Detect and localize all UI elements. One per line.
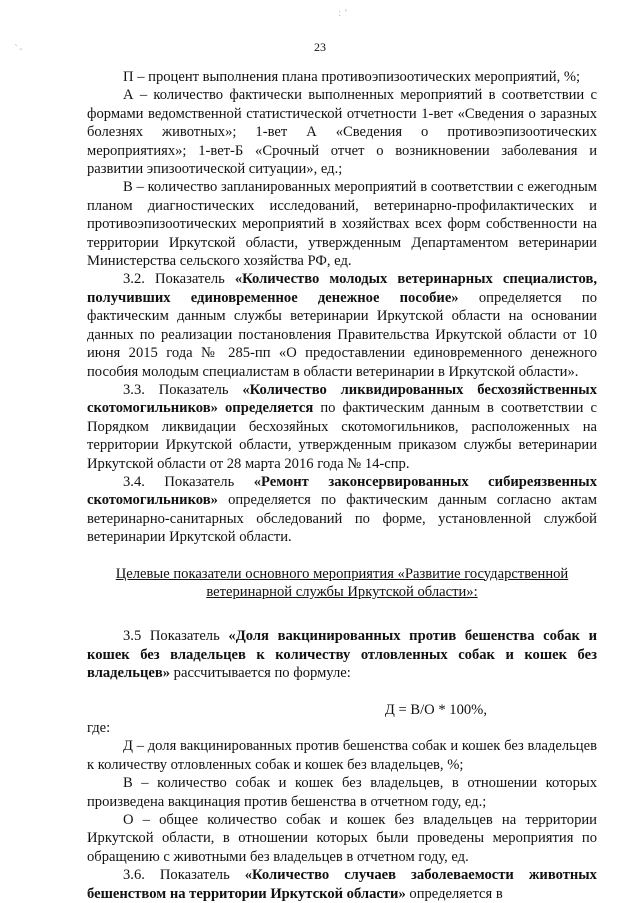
indicator-description: по фактическим данным в соответствии с Порядком ликвидации бесхозяйных скотомогильников, расположенных на территории Иркутской области, утвержденным приказом службы ветеринарии Иркутской области от 28 марта 2016 года № 14-спр. — [87, 400, 597, 472]
indicator-number: 3.6. Показатель — [123, 867, 245, 884]
paragraph-3-6 — [87, 866, 597, 903]
indicator-description: определяется по фактическим данным службы ветеринарии Иркутской области на основании данных по реализации постановления Правительства Иркутской области от 10 июня 2015 года № 285-пп «О предоставлении единовременного денежного пособия молодым специалистам в области ветеринарии в Иркутской области». — [87, 289, 597, 380]
paragraph-3-3 — [87, 381, 597, 473]
indicator-title: «Количество молодых ветеринарных специалистов, получивших единовременное денежное пособие» — [87, 271, 597, 306]
paragraph-b-definition: В – количество собак и кошек без владельцев, в отношении которых произведена вакцинация против бешенства в отчетном году, ед.; — [87, 775, 597, 810]
spacer — [87, 601, 597, 627]
indicator-number: 3.3. Показатель — [123, 381, 243, 398]
section-heading-line-2: ветеринарной службы Иркутской области»: — [206, 583, 478, 600]
paragraph-o-definition: О – общее количество собак и кошек без владельцев на территории Иркутской области, в отношении которых были проведены мероприятия по обращению с животными без владельцев в отчетном году, ед. — [87, 812, 597, 865]
indicator-number: 3.5 Показатель — [123, 628, 229, 645]
paragraph-3-5 — [87, 627, 597, 682]
section-heading-line-1: Целевые показатели основного мероприятия «Развитие государственной — [115, 565, 569, 582]
spacer — [87, 683, 597, 701]
indicator-title: «Количество ликвидированных бесхозяйственных скотомогильников» определяется — [87, 381, 597, 417]
indicator-title: «Доля вакцинированных против бешенства собак и кошек без владельцев к количеству отловленных собак и кошек без владельцев» — [87, 628, 597, 682]
document-body — [87, 68, 597, 903]
spacer — [87, 547, 597, 565]
indicator-number: 3.4. Показатель — [123, 473, 254, 490]
paragraph-v-definition: В – количество запланированных мероприятий в соответствии с ежегодным планом диагностических исследований, ветеринарно-профилактических и противоэпизоотических мероприятий в хозяйствах всех форм собственности на территории Иркутской области, утвержденным Департаментом ветеринарии Министерства сельского хозяйства РФ, ед. — [87, 179, 597, 270]
paragraph-3-4 — [87, 473, 597, 547]
scan-artifact: : ' — [338, 8, 348, 19]
where-label: где: — [87, 720, 111, 736]
indicator-description: определяется в — [405, 885, 503, 902]
paragraph-p-definition: П – процент выполнения плана противоэпизоотических мероприятий, %; — [123, 69, 581, 85]
indicator-number: 3.2. Показатель — [123, 271, 235, 288]
page-number: 23 — [314, 40, 326, 54]
paragraph-3-2 — [87, 270, 597, 380]
indicator-title: «Ремонт законсервированных сибиреязвенных скотомогильников» — [87, 473, 597, 509]
indicator-description: рассчитывается по формуле: — [170, 665, 351, 682]
indicator-title: «Количество случаев заболеваемости животных бешенством на территории Иркутской области» — [87, 867, 597, 902]
paragraph-a-definition: А – количество фактически выполненных мероприятий в соответствии с формами ведомственной статистической отчетности 1-вет «Сведения о заразных болезнях животных»; 1-вет А «Сведения о противоэпизоотических мероприятиях»; 1-вет-Б «Срочный отчет о возникновении заболевания и развитии эпизоотической ситуации», ед.; — [87, 87, 597, 178]
indicator-description: определяется по фактическим данным согласно актам ветеринарно-санитарных обследований по форме, установленной службой ветеринарии Иркутской области. — [87, 492, 597, 546]
scan-artifact: `- — [14, 44, 23, 55]
formula: Д = В/О * 100%, — [384, 701, 487, 718]
paragraph-d-definition: Д – доля вакцинированных против бешенства собак и кошек без владельцев к количеству отловленных собак и кошек без владельцев, %; — [87, 738, 597, 773]
